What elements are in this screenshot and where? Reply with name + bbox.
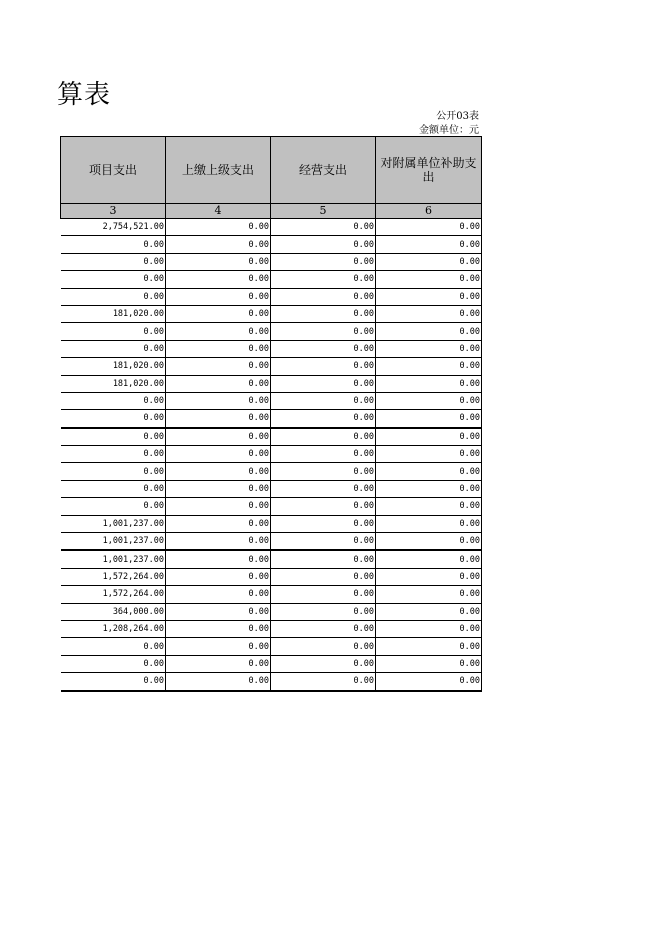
column-number: 6 <box>376 204 482 219</box>
table-cell: 0.00 <box>166 219 271 236</box>
table-row <box>61 550 482 568</box>
table-row <box>61 620 482 637</box>
column-number: 4 <box>166 204 271 219</box>
table-cell: 0.00 <box>376 568 482 585</box>
table-cell: 0.00 <box>271 515 376 532</box>
table-cell: 0.00 <box>376 673 482 691</box>
table-row <box>61 375 482 392</box>
table-cell: 0.00 <box>166 410 271 428</box>
table-cell: 0.00 <box>376 358 482 375</box>
column-header: 经营支出 <box>271 137 376 204</box>
table-code: 公开03表 <box>436 111 479 122</box>
table-cell: 0.00 <box>61 271 166 288</box>
table-cell: 0.00 <box>166 655 271 672</box>
table-cell: 0.00 <box>61 463 166 480</box>
table-row <box>61 410 482 428</box>
table-cell: 0.00 <box>376 515 482 532</box>
table-cell: 0.00 <box>166 586 271 603</box>
table-row <box>61 288 482 305</box>
table-cell: 0.00 <box>376 271 482 288</box>
table-cell: 0.00 <box>166 428 271 446</box>
table-cell: 181,020.00 <box>61 358 166 375</box>
table-row <box>61 498 482 515</box>
table-cell: 181,020.00 <box>61 305 166 322</box>
table-cell: 0.00 <box>61 288 166 305</box>
table-cell: 0.00 <box>271 533 376 551</box>
table-row <box>61 638 482 655</box>
table-cell: 0.00 <box>166 323 271 340</box>
table-cell: 0.00 <box>376 603 482 620</box>
table-row <box>61 271 482 288</box>
table-cell: 0.00 <box>166 515 271 532</box>
table-cell: 0.00 <box>166 638 271 655</box>
table-cell: 0.00 <box>61 253 166 270</box>
table-row <box>61 428 482 446</box>
table-row <box>61 219 482 236</box>
table-cell: 0.00 <box>271 568 376 585</box>
table-cell: 0.00 <box>271 305 376 322</box>
table-cell: 0.00 <box>61 410 166 428</box>
table-cell: 0.00 <box>376 638 482 655</box>
table-cell: 0.00 <box>166 480 271 497</box>
table-cell: 0.00 <box>271 586 376 603</box>
table-cell: 0.00 <box>61 655 166 672</box>
table-cell: 364,000.00 <box>61 603 166 620</box>
table-cell: 0.00 <box>61 498 166 515</box>
table-row <box>61 463 482 480</box>
table-cell: 1,001,237.00 <box>61 515 166 532</box>
table-row <box>61 480 482 497</box>
table-cell: 0.00 <box>61 673 166 691</box>
table-cell: 0.00 <box>271 358 376 375</box>
table-cell: 0.00 <box>376 655 482 672</box>
table-row <box>61 446 482 463</box>
table-row <box>61 340 482 357</box>
table-cell: 0.00 <box>376 410 482 428</box>
table-cell: 0.00 <box>61 323 166 340</box>
table-row <box>61 515 482 532</box>
table-cell: 0.00 <box>166 288 271 305</box>
table-cell: 0.00 <box>376 305 482 322</box>
table-cell: 0.00 <box>271 375 376 392</box>
table-row <box>61 236 482 253</box>
table-cell: 0.00 <box>271 340 376 357</box>
table-row <box>61 358 482 375</box>
table-cell: 0.00 <box>166 271 271 288</box>
table-cell: 0.00 <box>166 498 271 515</box>
table-cell: 0.00 <box>271 271 376 288</box>
table-cell: 0.00 <box>61 340 166 357</box>
table-cell: 0.00 <box>376 586 482 603</box>
table-cell: 0.00 <box>61 480 166 497</box>
table-cell: 0.00 <box>271 446 376 463</box>
table-cell: 0.00 <box>166 340 271 357</box>
table-cell: 0.00 <box>376 463 482 480</box>
table-cell: 0.00 <box>166 463 271 480</box>
table-cell: 0.00 <box>271 638 376 655</box>
table-cell: 0.00 <box>166 568 271 585</box>
table-cell: 0.00 <box>61 638 166 655</box>
table-cell: 1,001,237.00 <box>61 533 166 551</box>
table-cell: 0.00 <box>61 392 166 409</box>
table-row <box>61 323 482 340</box>
table-cell: 0.00 <box>166 253 271 270</box>
table-cell: 0.00 <box>376 498 482 515</box>
table-cell: 0.00 <box>61 428 166 446</box>
table-cell: 0.00 <box>271 219 376 236</box>
table-cell: 0.00 <box>376 533 482 551</box>
table-cell: 0.00 <box>271 392 376 409</box>
header-row <box>61 137 482 204</box>
table-cell: 0.00 <box>376 219 482 236</box>
table-row <box>61 392 482 409</box>
table-cell: 0.00 <box>166 392 271 409</box>
table-cell: 0.00 <box>61 236 166 253</box>
table-cell: 0.00 <box>166 375 271 392</box>
table-cell: 0.00 <box>271 428 376 446</box>
column-header: 对附属单位补助支出 <box>376 137 482 204</box>
table-cell: 0.00 <box>271 480 376 497</box>
table-cell: 0.00 <box>271 323 376 340</box>
table-body <box>61 219 482 691</box>
table-cell: 0.00 <box>376 340 482 357</box>
table-cell: 0.00 <box>166 236 271 253</box>
table-cell: 0.00 <box>166 673 271 691</box>
column-number: 5 <box>271 204 376 219</box>
table-cell: 1,208,264.00 <box>61 620 166 637</box>
table-cell: 0.00 <box>376 480 482 497</box>
table-cell: 0.00 <box>166 446 271 463</box>
table-row <box>61 655 482 672</box>
column-header: 项目支出 <box>61 137 166 204</box>
table-row <box>61 603 482 620</box>
table-cell: 0.00 <box>271 498 376 515</box>
table-cell: 0.00 <box>376 253 482 270</box>
table-cell: 0.00 <box>271 288 376 305</box>
table-cell: 0.00 <box>271 620 376 637</box>
column-header: 上缴上级支出 <box>166 137 271 204</box>
table-cell: 0.00 <box>376 620 482 637</box>
table-row <box>61 253 482 270</box>
table-cell: 181,020.00 <box>61 375 166 392</box>
table-cell: 0.00 <box>166 358 271 375</box>
table-cell: 0.00 <box>376 550 482 568</box>
table-cell: 0.00 <box>166 305 271 322</box>
column-number-row <box>61 204 482 219</box>
table-cell: 0.00 <box>271 655 376 672</box>
table-cell: 2,754,521.00 <box>61 219 166 236</box>
table-cell: 0.00 <box>376 288 482 305</box>
table-cell: 1,572,264.00 <box>61 586 166 603</box>
table-row <box>61 586 482 603</box>
table-cell: 0.00 <box>376 375 482 392</box>
report-title: 算表 <box>57 80 112 110</box>
table-cell: 0.00 <box>376 446 482 463</box>
table-cell: 0.00 <box>166 603 271 620</box>
table-cell: 1,001,237.00 <box>61 550 166 568</box>
table-cell: 0.00 <box>166 533 271 551</box>
table-cell: 0.00 <box>271 550 376 568</box>
table-cell: 0.00 <box>166 620 271 637</box>
table-cell: 0.00 <box>271 603 376 620</box>
table-cell: 0.00 <box>376 392 482 409</box>
table-row <box>61 305 482 322</box>
table-cell: 0.00 <box>166 550 271 568</box>
table-cell: 0.00 <box>271 673 376 691</box>
column-number: 3 <box>61 204 166 219</box>
table-cell: 1,572,264.00 <box>61 568 166 585</box>
table-cell: 0.00 <box>376 236 482 253</box>
expenditure-table <box>60 136 482 692</box>
table-cell: 0.00 <box>271 410 376 428</box>
table-row <box>61 533 482 551</box>
table-row <box>61 568 482 585</box>
table-row <box>61 673 482 691</box>
table-cell: 0.00 <box>376 428 482 446</box>
table-cell: 0.00 <box>271 236 376 253</box>
table-cell: 0.00 <box>271 463 376 480</box>
table-cell: 0.00 <box>61 446 166 463</box>
table-cell: 0.00 <box>271 253 376 270</box>
table-cell: 0.00 <box>376 323 482 340</box>
unit-label: 金额单位：元 <box>419 125 479 136</box>
